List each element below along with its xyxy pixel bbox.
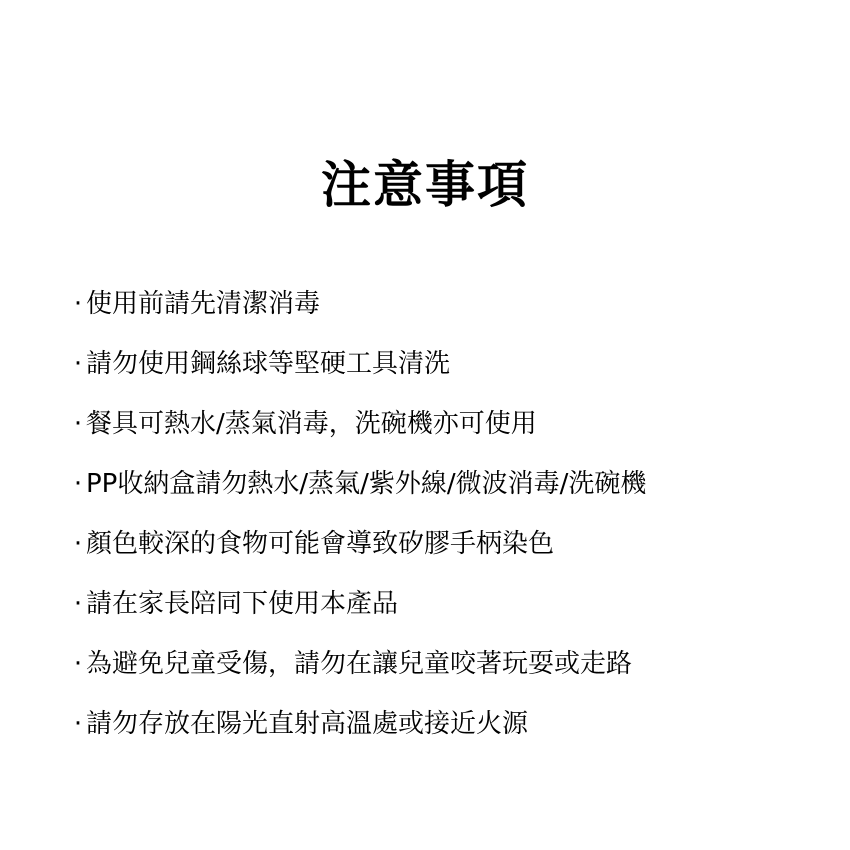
bullet-dot: · — [73, 469, 83, 499]
bullet-dot: · — [73, 529, 83, 559]
page-title: 注意事項 — [321, 156, 529, 214]
note-text: 使用前請先清潔消毒 — [86, 289, 321, 319]
note-text: 請在家長陪同下使用本產品 — [86, 589, 399, 619]
list-item — [70, 704, 646, 764]
note-text: 為避免兒童受傷，請勿在讓兒童咬著玩耍或走路 — [86, 649, 633, 679]
list-item — [70, 584, 646, 644]
list-item — [70, 524, 646, 584]
list-item — [70, 464, 646, 524]
note-text: 請勿使用鋼絲球等堅硬工具清洗 — [86, 349, 451, 379]
bullet-dot: · — [73, 289, 83, 319]
bullet-dot: · — [73, 409, 83, 439]
list-item — [70, 644, 646, 704]
bullet-dot: · — [73, 349, 83, 379]
note-text: 顏色較深的食物可能會導致矽膠手柄染色 — [86, 529, 555, 559]
bullet-dot: · — [73, 709, 83, 739]
list-item — [70, 344, 646, 404]
list-item — [70, 284, 646, 344]
notice-list — [70, 284, 646, 764]
note-text: 餐具可熱水/蒸氣消毒，洗碗機亦可使用 — [86, 409, 537, 439]
note-text: PP收納盒請勿熱水/蒸氣/紫外線/微波消毒/洗碗機 — [86, 469, 647, 499]
bullet-dot: · — [73, 589, 83, 619]
list-item — [70, 404, 646, 464]
bullet-dot: · — [73, 649, 83, 679]
note-text: 請勿存放在陽光直射高溫處或接近火源 — [86, 709, 529, 739]
